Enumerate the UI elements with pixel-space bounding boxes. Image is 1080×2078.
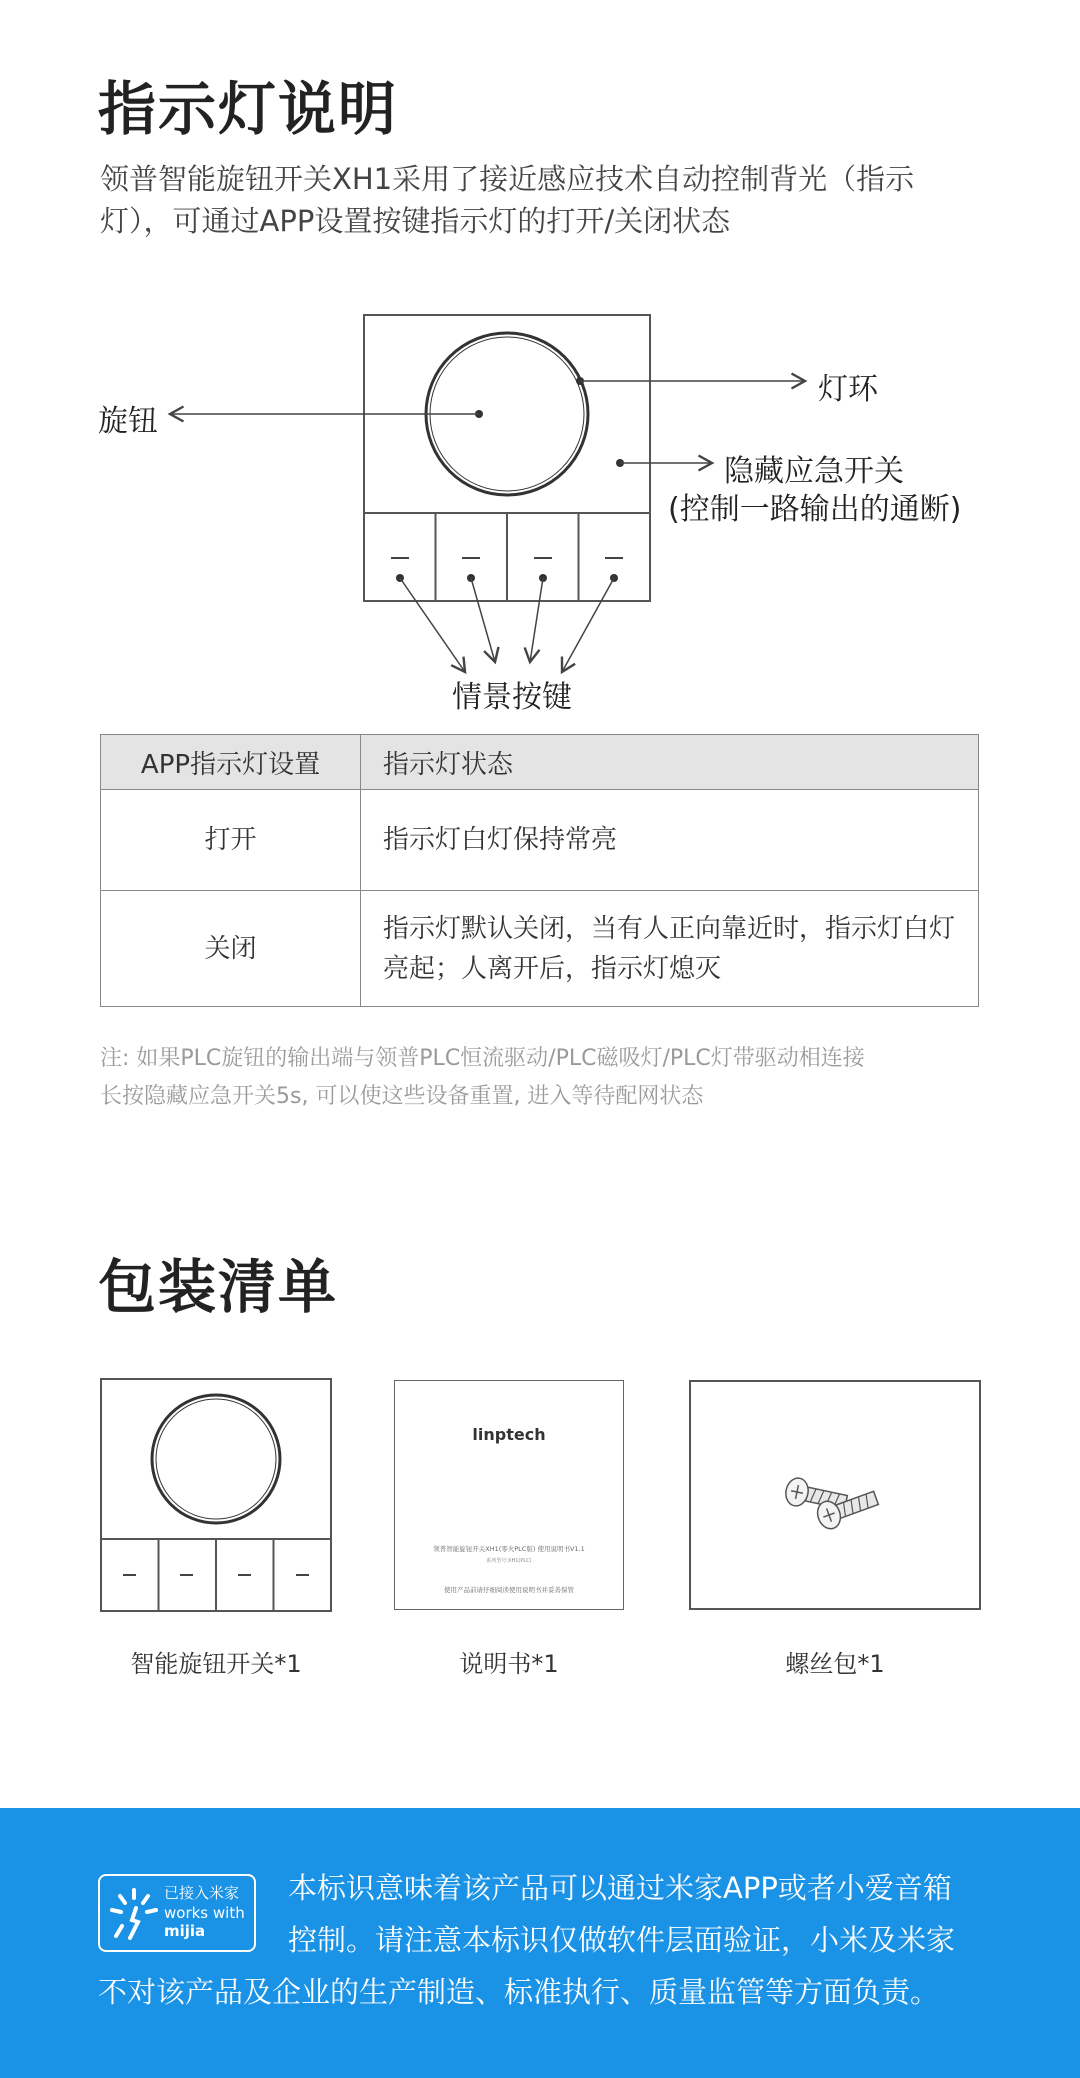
hidden-switch-label: 隐藏应急开关 [724, 454, 904, 489]
section-title-indicator: 指示灯说明 [98, 75, 399, 143]
footer-text-line-2: 控制。请注意本标识仅做软件层面验证，小米及米家 [288, 1923, 956, 1957]
note-text [100, 1040, 1000, 1116]
mijia-logo-icon [108, 1886, 160, 1942]
indicator-settings-table [100, 734, 979, 1007]
package-item-label: 智能旋钮开关*1 [130, 1650, 302, 1678]
package-item-label: 说明书*1 [459, 1650, 559, 1678]
switch-panel [364, 315, 650, 601]
table-cell-state: 指示灯白灯保持常亮 [361, 790, 979, 891]
footer-text-line-1: 本标识意味着该产品可以通过米家APP或者小爱音箱 [288, 1871, 952, 1905]
package-item-switch-image [100, 1378, 332, 1612]
mijia-badge [98, 1874, 256, 1952]
hidden-switch-sub-label: (控制一路输出的通断) [668, 492, 962, 527]
intro-text [100, 158, 1000, 242]
table-row [101, 891, 979, 1007]
table-cell-state: 指示灯默认关闭，当有人正向靠近时，指示灯白灯亮起；人离开后，指示灯熄灭 [361, 891, 979, 1007]
badge-line-1: 已接入米家 [164, 1884, 240, 1902]
note-line-1: 注: 如果PLC旋钮的输出端与领普PLC恒流驱动/PLC磁吸灯/PLC灯带驱动相连接 [100, 1046, 865, 1071]
intro-line-2: 灯），可通过APP设置按键指示灯的打开/关闭状态 [100, 204, 731, 238]
table-header-state: 指示灯状态 [361, 735, 979, 790]
package-item-manual-image [394, 1380, 624, 1610]
table-cell-setting: 打开 [101, 790, 361, 891]
scene-keys-label: 情景按键 [452, 680, 572, 715]
badge-line-2: works with [164, 1904, 245, 1922]
note-line-2: 长按隐藏应急开关5s, 可以使这些设备重置, 进入等待配网状态 [100, 1084, 704, 1109]
badge-line-3: mijia [164, 1922, 206, 1940]
screw-icon [783, 1476, 880, 1532]
manual-title-line: 领普智能旋钮开关XH1(零火PLC版) 使用说明书V1.1 [433, 1545, 585, 1553]
section-title-package: 包装清单 [98, 1253, 339, 1321]
footer-text-line-3: 不对该产品及企业的生产制造、标准执行、质量监管等方面负责。 [98, 1975, 940, 2009]
knob-label: 旋钮 [98, 404, 158, 439]
table-row [101, 790, 979, 891]
table-header-row [101, 735, 979, 790]
manual-footer-line: 使用产品前请仔细阅读使用说明书并妥善保管 [444, 1586, 574, 1594]
manual-model-line: 系列型号:XH1(PLC) [486, 1558, 532, 1564]
table-header-setting: APP指示灯设置 [101, 735, 361, 790]
package-item-label: 螺丝包*1 [785, 1650, 885, 1678]
package-item-screws-image [689, 1380, 981, 1610]
ring-label: 灯环 [818, 372, 878, 407]
manual-brand: linptech [472, 1425, 546, 1444]
table-cell-setting: 关闭 [101, 891, 361, 1007]
intro-line-1: 领普智能旋钮开关XH1采用了接近感应技术自动控制背光（指示 [100, 162, 915, 196]
